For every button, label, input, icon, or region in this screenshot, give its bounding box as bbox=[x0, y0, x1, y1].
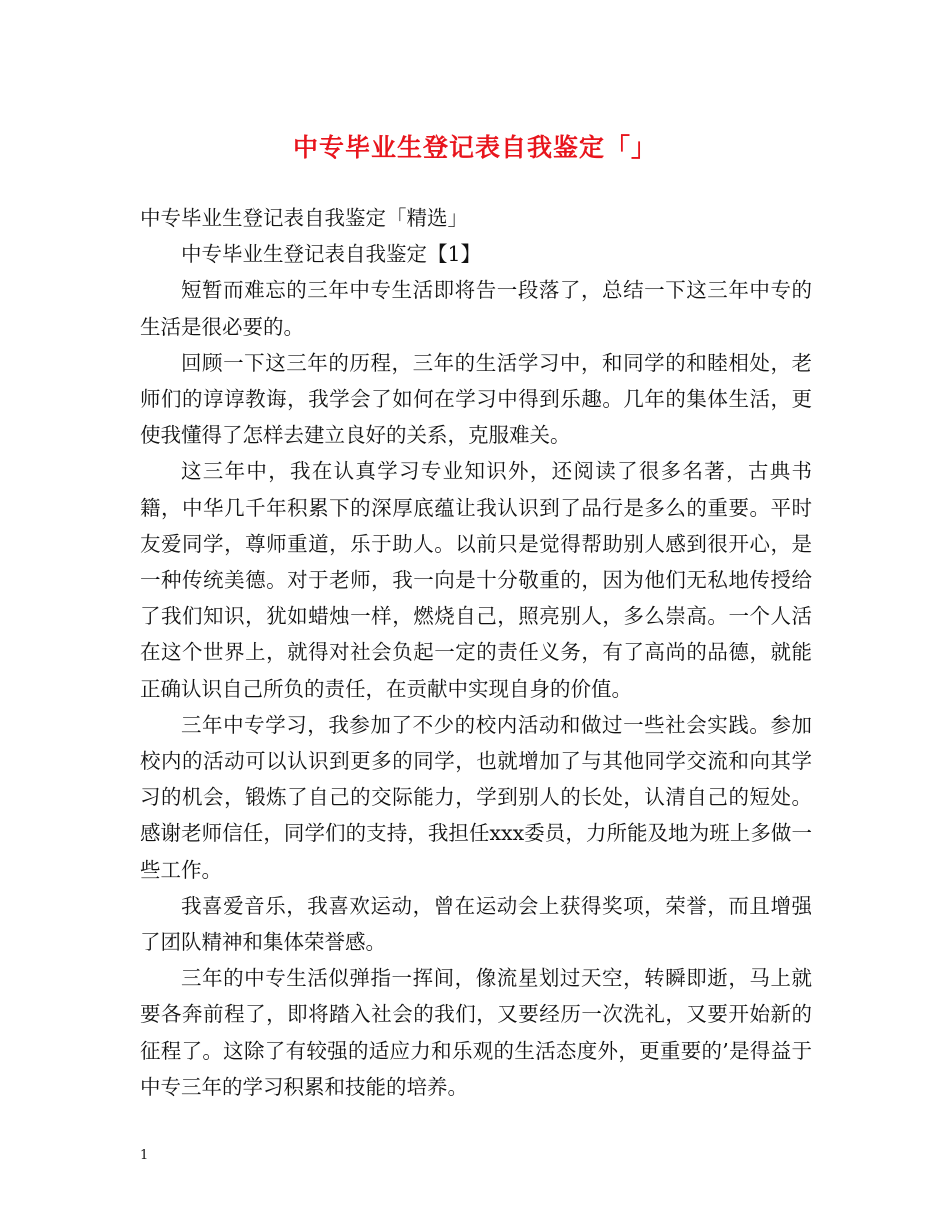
subtitle-paragraph: 中专毕业生登记表自我鉴定「精选」 bbox=[140, 206, 468, 230]
document-body bbox=[140, 200, 812, 1105]
page-number: 1 bbox=[140, 1148, 149, 1163]
body-paragraph: 短暂而难忘的三年中专生活即将告一段落了，总结一下这三年中专的生活是很必要的。 bbox=[140, 278, 812, 339]
body-paragraph: 三年的中专生活似弹指一挥间，像流星划过天空，转瞬即逝，马上就要各奔前程了，即将踏入社会的我们，又要经历一次洗礼，又要开始新的征程了。这除了有较强的适应力和乐观的生活态度外，更重要的’是得益于中专三年的学习积累和技能的培养。 bbox=[140, 966, 812, 1099]
section-heading: 中专毕业生登记表自我鉴定【1】 bbox=[181, 242, 482, 267]
body-paragraph: 回顾一下这三年的历程，三年的生活学习中，和同学的和睦相处，老师们的谆谆教诲，我学会了如何在学习中得到乐趣。几年的集体生活，更使我懂得了怎样去建立良好的关系，克服难关。 bbox=[140, 350, 812, 448]
document-title: 中专毕业生登记表自我鉴定「」 bbox=[292, 133, 657, 162]
body-paragraph: 我喜爱音乐，我喜欢运动，曾在运动会上获得奖项，荣誉，而且增强了团队精神和集体荣誉感。 bbox=[140, 893, 812, 955]
body-paragraph: 三年中专学习，我参加了不少的校内活动和做过一些社会实践。参加校内的活动可以认识到更多的同学，也就增加了与其他同学交流和向其学习的机会，锻炼了自己的交际能力，学到别人的长处，认清自己的短处。感谢老师信任，同学们的支持，我担任xxx委员，力所能及地为班上多做一些工作。 bbox=[140, 712, 812, 882]
body-paragraph: 这三年中，我在认真学习专业知识外，还阅读了很多名著，古典书籍，中华几千年积累下的深厚底蕴让我认识到了品行是多么的重要。平时友爱同学，尊师重道，乐于助人。以前只是觉得帮助别人感到很开心，是一种传统美德。对于老师，我一向是十分敬重的，因为他们无私地传授给了我们知识，犹如蜡烛一样，燃烧自己，照亮别人，多么崇高。一个人活在这个世界上，就得对社会负起一定的责任义务，有了高尚的品德，就能正确认识自己所负的责任，在贡献中实现自身的价值。 bbox=[140, 459, 812, 701]
